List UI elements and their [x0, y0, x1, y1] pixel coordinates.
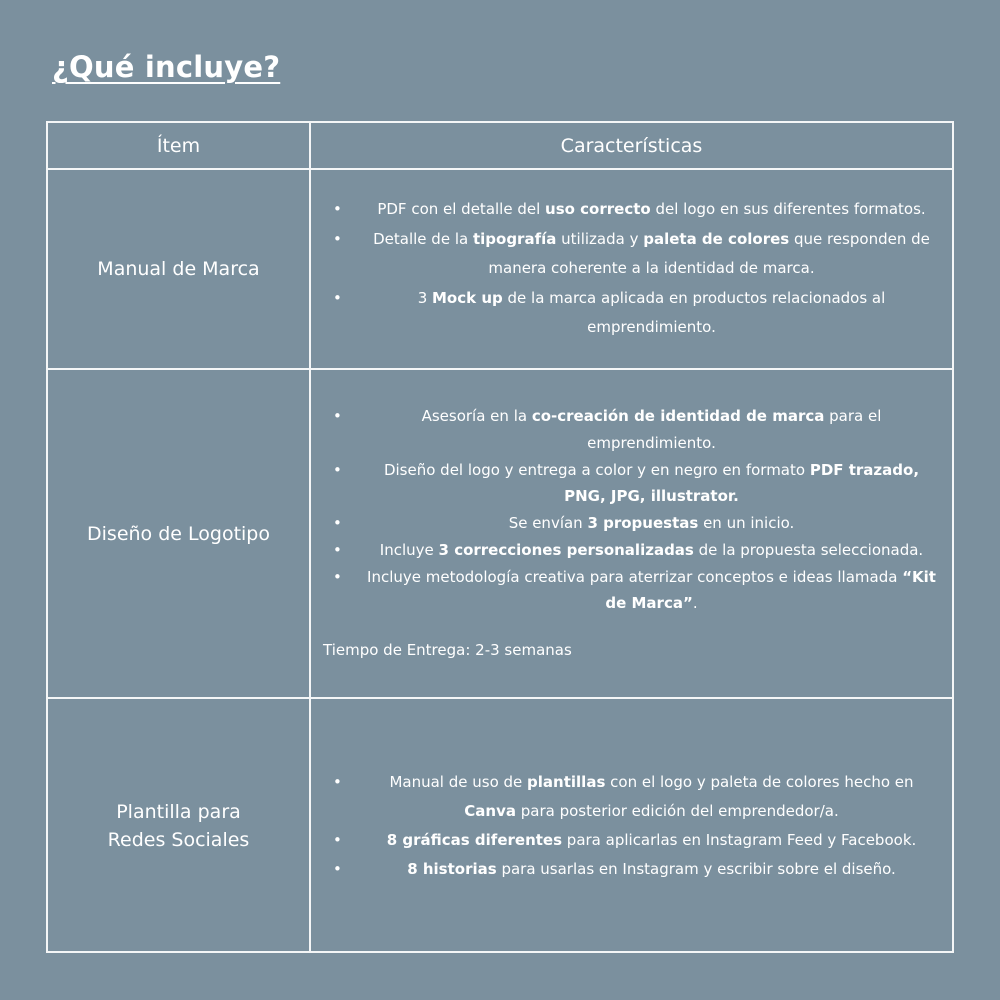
text-segment: del logo en sus diferentes formatos. — [650, 200, 926, 219]
table-row — [48, 169, 952, 369]
feature-bullet — [323, 537, 940, 564]
text-segment: de la marca aplicada en productos relacionados al emprendimiento. — [502, 288, 886, 337]
features-cell — [310, 169, 952, 369]
text-segment: que responden de manera coherente a la identidad de marca. — [488, 229, 930, 278]
text-segment: Diseño del logo y entrega a color y en negro en formato — [383, 460, 810, 479]
feature-bullet — [323, 510, 940, 537]
bold-text: plantillas — [527, 773, 606, 792]
text-segment: en un inicio. — [698, 514, 795, 533]
text-segment: para el emprendimiento. — [587, 407, 882, 453]
feature-bullet — [323, 564, 940, 617]
item-cell — [48, 169, 310, 369]
feature-bullet — [323, 826, 940, 855]
text-segment: Manual de uso de — [389, 773, 528, 792]
text-segment: para aplicarlas en Instagram Feed y Facebook. — [562, 831, 917, 849]
bold-text: co-creación de identidad de marca — [531, 407, 825, 426]
text-segment: Detalle de la — [373, 229, 473, 248]
item-label: Manual de Marca — [97, 258, 260, 280]
text-segment: PDF con el detalle del — [377, 200, 546, 219]
features-table — [48, 123, 952, 953]
bold-text: 8 gráficas diferentes — [386, 831, 563, 849]
feature-bullet — [323, 225, 940, 284]
delivery-time-note: Tiempo de Entrega: 2-3 semanas — [323, 640, 572, 659]
text-segment: Se envían — [508, 514, 588, 533]
text-segment: Incluye metodología creativa para aterrizar conceptos e ideas llamada — [367, 567, 903, 586]
features-cell — [310, 369, 952, 698]
feature-bullet — [323, 195, 940, 225]
bold-text: paleta de colores — [643, 229, 790, 248]
table-row — [48, 369, 952, 698]
feature-bullet — [323, 403, 940, 456]
bold-text: “Kit de Marca” — [605, 567, 936, 613]
feature-list — [323, 195, 940, 343]
feature-bullet — [323, 284, 940, 343]
table-row — [48, 698, 952, 953]
page-title: ¿Qué incluye? — [52, 50, 281, 84]
text-segment: 3 — [417, 288, 432, 307]
feature-list — [323, 403, 940, 617]
features-cell — [310, 698, 952, 953]
feature-list — [323, 768, 940, 883]
bold-text: PDF trazado, PNG, JPG, illustrator. — [564, 460, 920, 506]
item-cell — [48, 369, 310, 698]
item-label-line-2: Redes Sociales — [107, 829, 250, 851]
bold-text: tipografía — [472, 229, 557, 248]
feature-bullet — [323, 855, 940, 884]
bold-text: uso correcto — [545, 200, 651, 219]
text-segment: Incluye — [379, 540, 439, 559]
header-item: Ítem — [48, 123, 310, 169]
features-table-frame — [46, 121, 954, 953]
item-cell — [48, 698, 310, 953]
text-segment: . — [692, 594, 698, 613]
table-header-row — [48, 123, 952, 169]
feature-bullet — [323, 768, 940, 826]
text-segment: Asesoría en la — [421, 407, 532, 426]
text-segment: para usarlas en Instagram y escribir sobre el diseño. — [496, 859, 896, 878]
text-segment: utilizada y — [556, 229, 644, 248]
bold-text: Canva — [464, 802, 516, 821]
text-segment: con el logo y paleta de colores hecho en — [605, 773, 914, 792]
bold-text: 3 propuestas — [587, 514, 699, 533]
text-segment: para posterior edición del emprendedor/a. — [516, 802, 839, 821]
bold-text: 8 historias — [407, 859, 497, 878]
item-label-line-1: Plantilla para — [116, 801, 241, 823]
header-features: Características — [310, 123, 952, 169]
text-segment: de la propuesta seleccionada. — [693, 540, 924, 559]
feature-bullet — [323, 457, 940, 510]
item-label: Diseño de Logotipo — [87, 522, 270, 545]
bold-text: Mock up — [432, 288, 503, 307]
bold-text: 3 correcciones personalizadas — [438, 540, 694, 559]
